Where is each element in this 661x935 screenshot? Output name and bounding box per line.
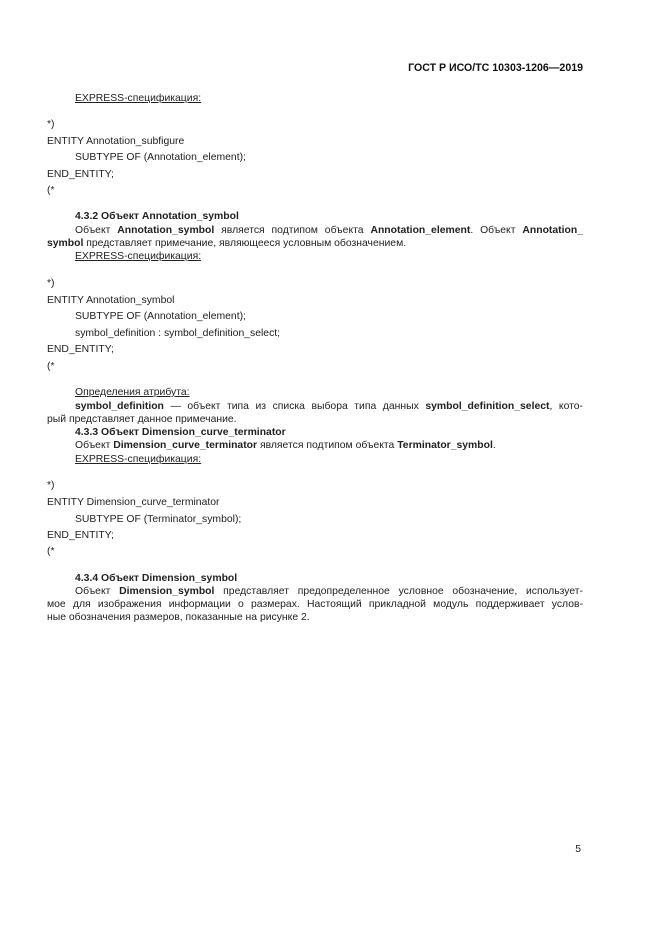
code-attribute: symbol_definition : symbol_definition_select; xyxy=(75,328,281,339)
code-comment-close: (* xyxy=(47,185,55,196)
section-heading-4-3-4: 4.3.4 Объект Dimension_symbol xyxy=(75,573,238,584)
code-subtype: SUBTYPE OF (Terminator_symbol); xyxy=(75,514,242,525)
paragraph-line: Объект Annotation_symbol является подтипом объекта Annotation_element. Объект Annotation_ xyxy=(75,225,583,236)
code-comment-close: (* xyxy=(47,361,55,372)
code-comment-open: *) xyxy=(47,278,55,289)
code-end-entity: END_ENTITY; xyxy=(47,344,114,355)
code-end-entity: END_ENTITY; xyxy=(47,169,114,180)
code-subtype: SUBTYPE OF (Annotation_element); xyxy=(75,311,246,322)
code-entity: ENTITY Annotation_subfigure xyxy=(47,136,185,147)
section-heading-4-3-2: 4.3.2 Объект Annotation_symbol xyxy=(75,211,239,222)
express-spec-label: EXPRESS-спецификация: xyxy=(75,454,202,465)
attribute-definitions-label: Определения атрибута: xyxy=(75,387,190,398)
code-entity: ENTITY Dimension_curve_terminator xyxy=(47,497,220,508)
paragraph-line: symbol представляет примечание, являющееся условным обозначением. xyxy=(47,238,407,249)
express-spec-label: EXPRESS-спецификация: xyxy=(75,251,202,262)
paragraph-line: мое для изображения информации о размерах. Настоящий прикладной модуль поддерживает услов- xyxy=(47,599,583,610)
page-number: 5 xyxy=(575,844,581,855)
code-comment-close: (* xyxy=(47,546,55,557)
paragraph-line: symbol_definition — объект типа из списка выбора типа данных symbol_definition_select, кото- xyxy=(75,401,583,412)
paragraph-line: рый представляет данное примечание. xyxy=(47,414,237,425)
code-end-entity: END_ENTITY; xyxy=(47,530,114,541)
code-comment-open: *) xyxy=(47,480,55,491)
section-heading-4-3-3: 4.3.3 Объект Dimension_curve_terminator xyxy=(75,427,286,438)
code-comment-open: *) xyxy=(47,119,55,130)
code-subtype: SUBTYPE OF (Annotation_element); xyxy=(75,152,246,163)
express-spec-label: EXPRESS-спецификация: xyxy=(75,93,202,104)
code-entity: ENTITY Annotation_symbol xyxy=(47,295,175,306)
document-header: ГОСТ Р ИСО/ТС 10303-1206—2019 xyxy=(408,62,583,74)
paragraph-line: Объект Dimension_curve_terminator является подтипом объекта Terminator_symbol. xyxy=(75,440,496,451)
paragraph-line: Объект Dimension_symbol представляет предопределенное условное обозначение, использует- xyxy=(75,586,583,597)
paragraph-line: ные обозначения размеров, показанные на рисунке 2. xyxy=(47,612,310,623)
